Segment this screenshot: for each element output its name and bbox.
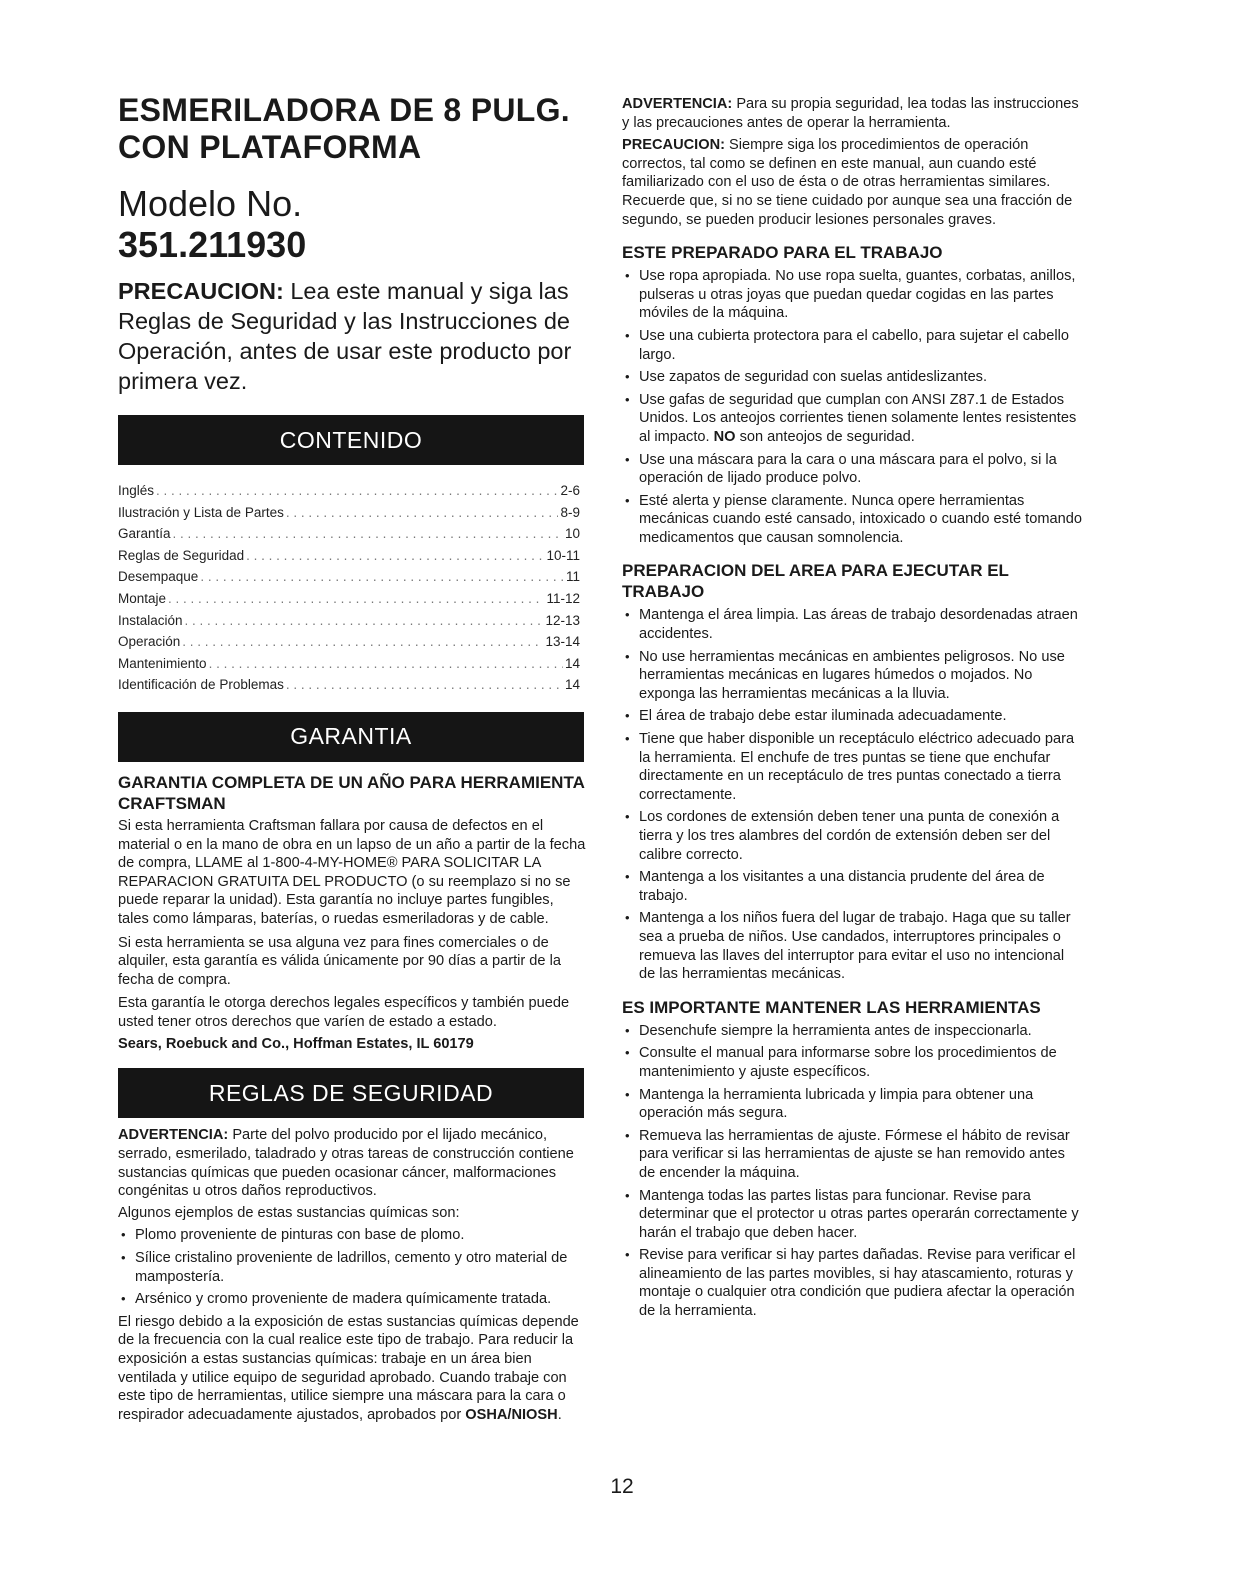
list-item: • El área de trabajo debe estar iluminada adecuadamente.: [622, 707, 1084, 726]
toc-row: [118, 545, 580, 567]
toc-leader: [182, 631, 543, 653]
toc-leader: [200, 566, 564, 588]
model-number: 351.211930: [118, 224, 307, 265]
warranty-paragraph: Si esta herramienta se usa alguna vez para fines comerciales o de alquiler, esta garantía es válida únicamente por 90 días a partir de la fecha de compra.: [118, 934, 561, 988]
toc-entry-page: 14: [564, 677, 580, 693]
toc-entry-page: 13-14: [545, 634, 580, 650]
contents-banner: CONTENIDO: [118, 415, 584, 465]
title-line-1: ESMERILADORA DE 8 PULG.: [118, 92, 570, 128]
toc-leader: [156, 480, 558, 502]
risk-paragraph: [118, 1313, 588, 1425]
left-column: [118, 92, 588, 1424]
section-heading-prepared: ESTE PREPARADO PARA EL TRABAJO: [622, 243, 943, 263]
list-item: • Sílice cristalino proveniente de ladrillos, cemento y otro material de mampostería.: [118, 1249, 588, 1286]
safety-warning-lead: ADVERTENCIA:: [118, 1127, 229, 1144]
list-item-bold: NO: [713, 428, 736, 445]
risk-bold: OSHA/NIOSH: [465, 1406, 558, 1423]
toc-leader: [286, 674, 563, 696]
caution-lead: PRECAUCION:: [622, 137, 725, 154]
list-item: • Mantenga el área limpia. Las áreas de trabajo desordenadas atraen accidentes.: [622, 606, 1084, 643]
list-item: [622, 391, 1084, 447]
intro-caution-lead: PRECAUCION:: [118, 278, 284, 304]
warranty-banner: GARANTIA: [118, 712, 584, 762]
toc-entry-name: Mantenimiento: [118, 655, 207, 671]
safety-rules-banner: REGLAS DE SEGURIDAD: [118, 1068, 584, 1118]
toc-entry-page: 12-13: [545, 612, 580, 628]
list-item: • Use una máscara para la cara o una máscara para el polvo, si la operación de lijado produce polvo.: [622, 451, 1084, 488]
risk-end: .: [557, 1406, 562, 1423]
toc-entry-name: Reglas de Seguridad: [118, 547, 245, 563]
list-item: • Revise para verificar si hay partes dañadas. Revise para verificar el alineamiento de las partes movibles, si hay atascamiento, roturas y montaje o cualquier otra condición que pudiera afectar la operación de la herramienta.: [622, 1246, 1084, 1320]
caution-paragraph: [622, 136, 1084, 229]
toc-entry-name: Montaje: [118, 590, 167, 606]
toc-row: [118, 502, 580, 524]
table-of-contents: [118, 480, 580, 696]
toc-entry-name: Instalación: [118, 612, 183, 628]
maintain-tools-list: [622, 1022, 1084, 1321]
toc-entry-page: 11: [565, 569, 580, 585]
toc-row: [118, 480, 580, 502]
right-column: [622, 95, 1084, 1321]
intro-caution-text: Lea este manual y siga las Reglas de Seguridad y las Instrucciones de Operación, antes de usar este producto por primera vez.: [118, 278, 572, 394]
toc-leader: [286, 502, 559, 524]
toc-row: [118, 610, 580, 632]
toc-leader: [246, 545, 544, 567]
list-item: • Los cordones de extensión deben tener una punta de conexión a tierra y los tres alambres del cordón de extensión deben ser del calibre correcto.: [622, 808, 1084, 864]
toc-entry-page: 8-9: [560, 504, 580, 520]
warranty-heading: GARANTIA COMPLETA DE UN AÑO PARA HERRAMIENTA CRAFTSMAN: [118, 772, 585, 813]
warranty-paragraph: Si esta herramienta Craftsman fallara por causa de defectos en el material o en la mano de obra en un lapso de un año a partir de la fecha de compra, LLAME al 1-800-4-MY-HOME® PARA SOLICITAR LA REPARACION GRATUITA DEL PRODUCTO (o su reemplazo si no se puede reparar la unidad). Esta garantía no incluye partes fungibles, tales como lámparas, baterías, o ruedas esmeriladoras y de cable.: [118, 817, 586, 927]
list-item: • Desenchufe siempre la herramienta antes de inspeccionarla.: [622, 1022, 1084, 1041]
list-item: • No use herramientas mecánicas en ambientes peligrosos. No use herramientas mecánicas en lugares húmedos o mojados. No exponga las herramientas mecánicas a la lluvia.: [622, 648, 1084, 704]
toc-entry-name: Garantía: [118, 526, 171, 542]
list-item: • Use una cubierta protectora para el cabello, para sujetar el cabello largo.: [622, 327, 1084, 364]
list-item: • Tiene que haber disponible un receptáculo eléctrico adecuado para la herramienta. El enchufe de tres puntas se tiene que enchufar directamente en un receptáculo de tres puntas conectado a tierra correctamente.: [622, 730, 1084, 804]
toc-row: [118, 523, 580, 545]
safety-warning: [118, 1126, 588, 1200]
list-item: • Plomo proveniente de pinturas con base de plomo.: [118, 1226, 588, 1245]
model-label: Modelo No.: [118, 183, 303, 224]
intro-caution: [118, 276, 588, 396]
toc-row: [118, 566, 580, 588]
list-item: • Use ropa apropiada. No use ropa suelta, guantes, corbatas, anillos, pulseras u otras joyas que puedan quedar cogidas en las partes móviles de la máquina.: [622, 267, 1084, 323]
risk-text: El riesgo debido a la exposición de estas sustancias químicas depende de la frecuencia con la cual realice este tipo de trabajo. Para reducir la exposición a estas sustancias químicas: trabaje en un área bien ventilada y utilice equipo de seguridad aprobado. Cuando trabaje con este tipo de herramientas, utilice siempre una máscara para la cara o respirador adecuadamente ajustados, aprobados por: [118, 1313, 579, 1423]
toc-entry-name: Inglés: [118, 483, 155, 498]
toc-entry-page: 2-6: [560, 483, 580, 498]
toc-row: [118, 653, 580, 675]
toc-leader: [173, 523, 563, 545]
toc-entry-page: 10: [564, 526, 580, 542]
company-address: Sears, Roebuck and Co., Hoffman Estates, IL 60179: [118, 1036, 474, 1053]
warning-paragraph: [622, 95, 1084, 132]
toc-row: [118, 674, 580, 696]
list-item: • Mantenga todas las partes listas para funcionar. Revise para determinar que el protector u otras partes operarán correctamente y harán el trabajo que deben hacer.: [622, 1187, 1084, 1243]
toc-entry-page: 10-11: [546, 547, 580, 563]
toc-row: [118, 588, 580, 610]
toc-entry-name: Desempaque: [118, 569, 199, 585]
list-item: • Esté alerta y piense claramente. Nunca opere herramientas mecánicas cuando esté cansado, intoxicado o cuando esté tomando medicamentos que causan somnolencia.: [622, 492, 1084, 548]
toc-entry-name: Ilustración y Lista de Partes: [118, 504, 284, 520]
prepared-list: [622, 267, 1084, 547]
list-item: • Use zapatos de seguridad con suelas antideslizantes.: [622, 368, 1084, 387]
title-line-2: CON PLATAFORMA: [118, 129, 422, 165]
list-item: • Arsénico y cromo proveniente de madera químicamente tratada.: [118, 1290, 588, 1309]
warning-text: Para su propia seguridad, lea todas las instrucciones y las precauciones antes de operar la herramienta.: [622, 96, 1079, 131]
list-item: • Mantenga a los visitantes a una distancia prudente del área de trabajo.: [622, 868, 1084, 905]
toc-leader: [209, 653, 563, 675]
manual-title: [118, 92, 588, 166]
warranty-paragraph: Esta garantía le otorga derechos legales específicos y también puede usted tener otros derechos que varíen de estado a estado.: [118, 995, 570, 1030]
caution-text: Siempre siga los procedimientos de operación correctos, tal como se definen en este manual, aun cuando esté familiarizado con el uso de ésta o de otras herramientas similares. Recuerde que, si no se tiene cuidado por aunque sea una fracción de segundo, se pueden producir lesiones personales graves.: [622, 137, 1073, 228]
safety-warning-text: Parte del polvo producido por el lijado mecánico, serrado, esmerilado, taladrado y otras tareas de construcción contiene sustancias químicas que pueden ocasionar cáncer, malformaciones congénitas u otros daños reproductivos.: [118, 1127, 574, 1200]
toc-entry-name: Identificación de Problemas: [118, 677, 284, 693]
section-heading-maintain-tools: ES IMPORTANTE MANTENER LAS HERRAMIENTAS: [622, 997, 1041, 1017]
page-number: 12: [610, 1475, 634, 1498]
list-item: • Remueva las herramientas de ajuste. Fórmese el hábito de revisar para verificar si las herramientas de ajuste se han removido antes de encender la máquina.: [622, 1127, 1084, 1183]
list-item-end: son anteojos de seguridad.: [735, 428, 915, 445]
list-item-text: Use gafas de seguridad que cumplan con ANSI Z87.1 de Estados Unidos. Los anteojos corrientes tienen solamente lentes resistentes al impacto.: [639, 391, 1077, 445]
toc-row: [118, 631, 580, 653]
list-item: • Mantenga a los niños fuera del lugar de trabajo. Haga que su taller sea a prueba de niños. Use candados, interruptores principales o remueva las llaves del interruptor para evitar el uso no intencional de las herramientas mecánicas.: [622, 909, 1084, 983]
list-item: • Consulte el manual para informarse sobre los procedimientos de mantenimiento y ajuste específicos.: [622, 1044, 1084, 1081]
toc-entry-page: 11-12: [546, 590, 580, 606]
list-item: • Mantenga la herramienta lubricada y limpia para obtener una operación más segura.: [622, 1086, 1084, 1123]
toc-leader: [168, 588, 544, 610]
examples-intro: Algunos ejemplos de estas sustancias químicas son:: [118, 1204, 460, 1221]
work-area-list: [622, 606, 1084, 983]
toc-entry-page: 14: [564, 655, 580, 671]
warning-lead: ADVERTENCIA:: [622, 96, 733, 112]
chemical-examples-list: [118, 1226, 588, 1308]
toc-entry-name: Operación: [118, 634, 181, 650]
toc-leader: [185, 610, 544, 632]
section-heading-work-area: PREPARACION DEL AREA PARA EJECUTAR EL TRABAJO: [622, 561, 1009, 602]
